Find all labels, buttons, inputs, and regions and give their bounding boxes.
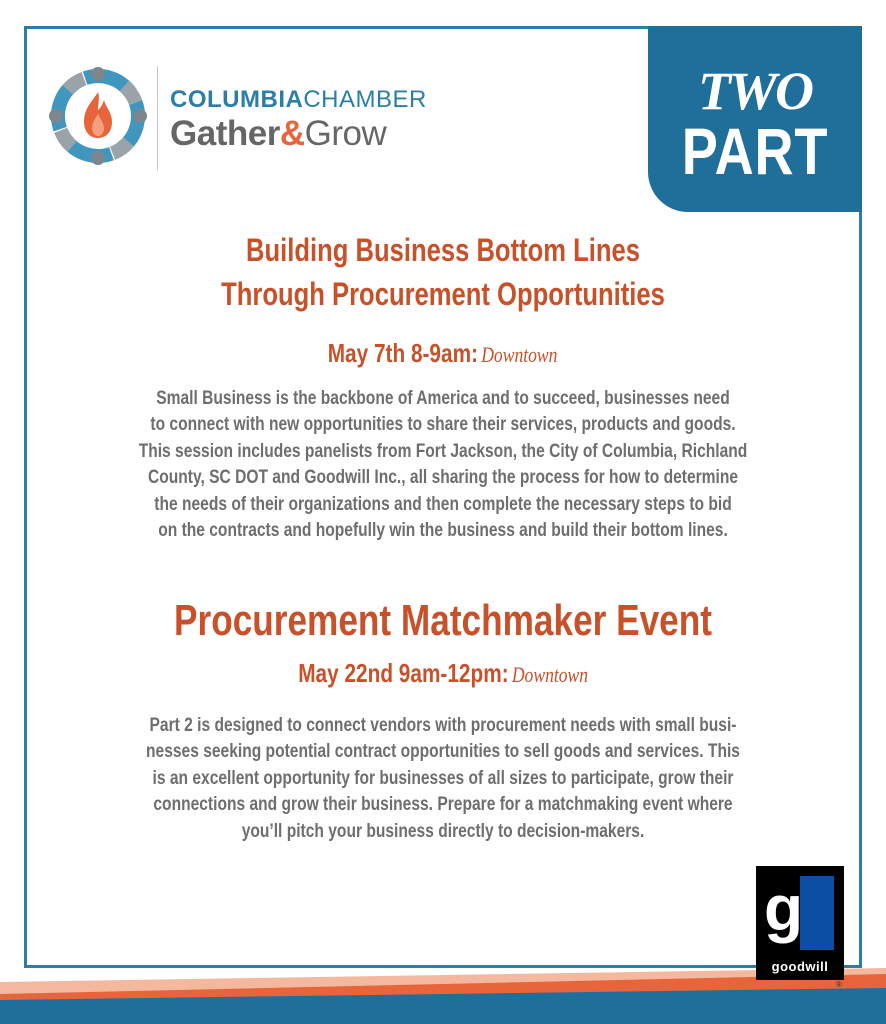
bottom-stripes: [0, 960, 886, 1024]
session1-location: Downtown: [481, 342, 558, 367]
two-part-badge: [648, 26, 862, 212]
session2-description: Part 2 is designed to connect vendors with procurement needs with small busi- nesses seeking potential contract opportunities to sell goods and services. This is an excellent opportunity for businesses of all sizes to participate, grow their connections and grow their business. Prepare for a matchmaking event where you’ll pitch your business directly to decision-makers.: [146, 715, 740, 842]
session2-date: May 22nd 9am-12pm: Downtown: [298, 658, 588, 688]
goodwill-wordmark: goodwill: [771, 959, 829, 974]
badge-top-text: TWO: [698, 61, 812, 121]
logo-divider: [157, 66, 158, 170]
session1-date: May 7th 8-9am: Downtown: [328, 338, 558, 368]
badge-bottom-text: PART: [681, 114, 829, 188]
session2-location: Downtown: [511, 662, 588, 687]
session1-description: Small Business is the backbone of America and to succeed, businesses need to connect with new opportunities to share their services, products and goods. This session includes panelists from Fort Jackson, the City of Columbia, Richland County, SC DOT and Goodwill Inc., all sharing the process for how to determine the needs of their organizations and then complete the necessary steps to bid on the contracts and hopefully win the business and build their bottom lines.: [138, 388, 748, 542]
goodwill-logo: [756, 866, 844, 980]
flame-logo-icon: [48, 66, 148, 166]
session1-title: Building Business Bottom Lines Through Procurement Opportunities: [221, 232, 665, 312]
brand-name: COLUMBIACHAMBER: [170, 86, 427, 113]
brand-tagline: Gather&Grow: [170, 114, 387, 153]
session2-title: Procurement Matchmaker Event: [174, 596, 712, 645]
registered-mark: ®: [836, 980, 842, 989]
goodwill-blue-block: [800, 876, 834, 950]
goodwill-g-icon: g: [764, 872, 804, 944]
